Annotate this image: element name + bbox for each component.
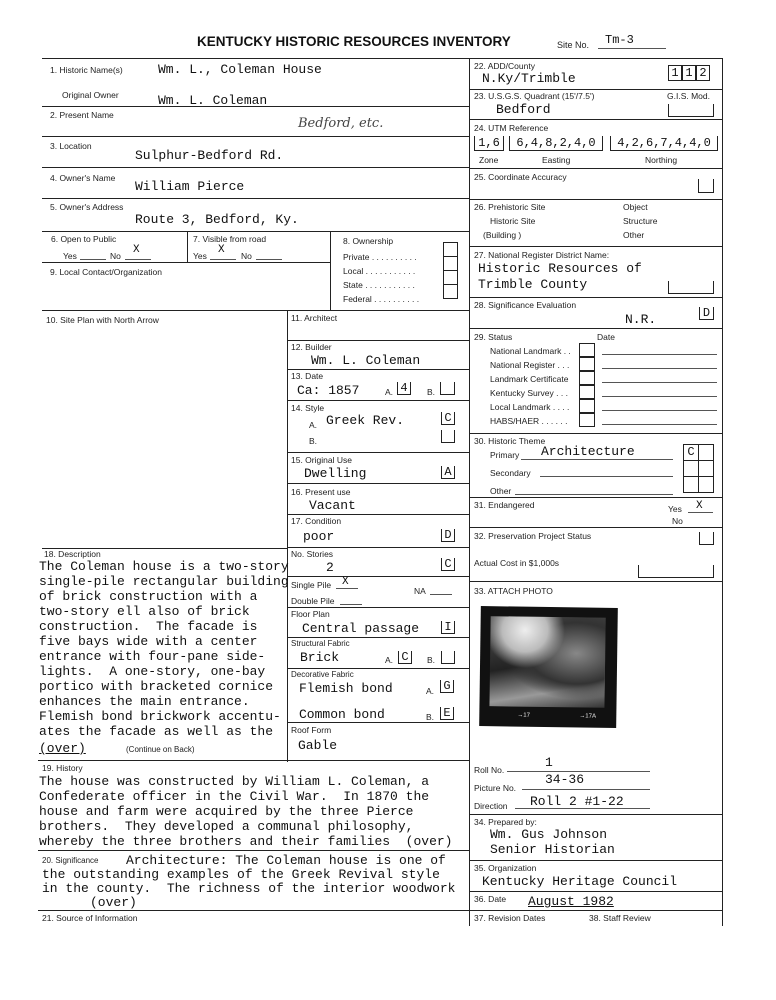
original-use-code: A [441,466,455,479]
utm-easting: 6,4,8,2,4,0 [509,136,603,151]
stories-label: No. Stories [291,549,334,559]
double-pile-label: Double Pile [291,596,335,606]
floor-plan-value: Central passage [302,621,420,636]
significance-label: 20. Significance [42,856,99,865]
preservation-status-label: 32. Preservation Project Status [474,531,592,541]
nr-district-code [668,281,714,294]
ownership-checkbox-private[interactable] [443,242,458,257]
status-item-label: National Landmark . . [490,346,571,356]
open-to-public-label: 6. Open to Public [51,234,117,244]
decorative-a-value: Flemish bond [299,681,393,696]
picture-no-value: 34-36 [545,772,585,787]
decorative-b-code: E [440,707,454,720]
style-value: Greek Rev. [326,413,405,428]
structural-a-code: C [398,651,412,664]
original-owner-label: Original Owner [62,90,119,100]
theme-code-1: C [683,444,699,461]
status-item-label: Landmark Certificate [490,374,569,384]
staff-review-label: 38. Staff Review [589,913,651,923]
usgs-quadrant-value: Bedford [496,102,551,117]
style-a-label: A. [309,420,318,430]
style-label: 14. Style [291,403,325,413]
endangered-yes-label: Yes [668,504,682,514]
builder-value: Wm. L. Coleman [311,353,421,368]
zone-label: Zone [479,155,499,165]
status-date-line [602,410,717,411]
other-theme-label: Other [490,486,512,496]
organization-value: Kentucky Heritage Council [482,874,678,889]
structural-fabric-value: Brick [300,650,340,665]
county-code-1: 1 [668,65,682,81]
location-value: Sulphur-Bedford Rd. [135,148,284,163]
prepared-by-name: Wm. Gus Johnson [490,827,608,842]
direction-value: Roll 2 #1-22 [530,794,624,809]
historic-name-label: 1. Historic Name(s) [50,65,123,75]
single-pile-label: Single Pile [291,580,332,590]
theme-code-4 [698,460,714,477]
visible-yes-mark: X [218,244,225,256]
roll-no-value: 1 [545,755,553,770]
historic-site-label: Historic Site [490,216,536,226]
original-owner-value: Wm. L. Coleman [158,93,268,108]
status-label: 29. Status [474,332,513,342]
nr-district-line1: Historic Resources of [478,261,642,276]
status-date-line [602,354,717,355]
coordinate-accuracy-label: 25. Coordinate Accuracy [474,172,567,182]
significance-first-line: Architecture: The Coleman house is one of [126,853,446,868]
status-date-line [602,396,717,397]
nr-district-label: 27. National Register District Name: [474,250,610,260]
source-label: 21. Source of Information [42,913,138,923]
roof-form-value: Gable [298,738,338,753]
present-name-label: 2. Present Name [50,110,114,120]
date-value: Ca: 1857 [297,383,360,398]
style-code: C [441,412,455,425]
significance-evaluation-value: N.R. [625,312,657,327]
theme-code-5 [683,476,699,493]
utm-northing: 4,2,6,7,4,4,0 [610,136,718,151]
location-label: 3. Location [50,141,92,151]
floor-plan-code: I [441,621,455,634]
ownership-local: Local . . . . . . . . . . . [343,266,416,276]
nr-district-line2: Trimble County [478,277,588,292]
actual-cost-label: Actual Cost in $1,000s [474,558,560,568]
gis-mod-code [668,104,714,117]
status-item-label: Kentucky Survey . . . [490,388,568,398]
ownership-state: State . . . . . . . . . . . [343,280,415,290]
na-label: NA [414,586,426,596]
ownership-label: 8. Ownership [343,236,394,246]
attached-photo [479,606,618,728]
revision-dates-label: 37. Revision Dates [474,913,546,923]
owner-name-label: 4. Owner's Name [50,173,116,183]
prehistoric-site-label: 26. Prehistoric Site [474,202,546,212]
decorative-fabric-label: Decorative Fabric [291,670,354,679]
architect-label: 11. Architect [291,313,338,323]
endangered-no-label: No [672,516,683,526]
style-b-label: B. [309,436,318,446]
status-date-line [602,382,717,383]
roof-form-label: Roof Form [291,725,332,735]
structural-b-code [441,651,455,664]
stories-value: 2 [326,560,334,575]
endangered-label: 31. Endangered [474,500,535,510]
description-text: The Coleman house is a two-story single-pile rectangular building of brick construction with a two-story ell also of brick construction. The facade is five bays wide with a center entrance with four-pane side- lights. A one-story, one-bay portico with bracketed cornice enhances the main entrance. Flemish bond brickwork accentu- ates the facade as well as the [39,559,289,739]
utm-zone: 1,6 [474,136,504,151]
status-item-checkbox[interactable] [579,343,595,357]
endangered-yes-mark: X [696,500,703,512]
attach-photo-label: 33. ATTACH PHOTO [474,586,553,596]
decorative-b-value: Common bond [299,707,385,722]
building-label: (Building ) [483,230,522,240]
site-no-label: Site No. [557,40,590,50]
owner-name-value: William Pierce [135,179,245,194]
historic-theme-label: 30. Historic Theme [474,436,546,446]
visible-from-road-label: 7. Visible from road [193,234,267,244]
coordinate-accuracy-code [698,179,714,193]
status-date-line [602,368,717,369]
site-plan-label: 10. Site Plan with North Arrow [46,315,159,325]
history-text: The house was constructed by William L. Coleman, a Confederate officer in the Civil War. In 1870 the house and farm were acquired by the three Pierce brothers. They developed a communal philosophy, whereby the three brothers and their families (over) [39,774,453,849]
condition-code: D [441,529,455,542]
historic-name-value: Wm. L., Coleman House [158,62,322,77]
stories-code: C [441,558,455,571]
primary-theme-value: Architecture [541,444,635,459]
form-title: KENTUCKY HISTORIC RESOURCES INVENTORY [197,34,511,49]
prepared-by-label: 34. Prepared by: [474,817,537,827]
theme-code-6 [698,476,714,493]
local-contact-label: 9. Local Contact/Organization [50,267,162,277]
structural-b-label: B. [427,655,436,665]
secondary-theme-label: Secondary [490,468,531,478]
date-prepared-label: 36. Date [474,894,507,904]
gis-mod-label: G.I.S. Mod. [667,91,710,101]
status-date-label: Date [597,332,615,342]
usgs-quadrant-label: 23. U.S.G.S. Quadrant (15'/7.5') [474,91,595,101]
status-item-label: Local Landmark . . . . [490,402,570,412]
date-a-code: 4 [397,382,411,395]
date-b-code [440,382,455,395]
northing-label: Northing [645,155,678,165]
add-county-value: N.Ky/Trimble [482,71,576,86]
object-label: Object [623,202,648,212]
prepared-by-title: Senior Historian [490,842,615,857]
significance-over: (over) [90,895,137,910]
roll-no-label: Roll No. [474,765,505,775]
floor-plan-label: Floor Plan [291,609,330,619]
condition-value: poor [303,529,335,544]
significance-evaluation-code: D [699,307,714,320]
status-item-checkbox[interactable] [579,385,595,399]
open-yes-label: Yes [63,251,77,261]
description-over: (over) [39,741,86,756]
easting-label: Easting [542,155,571,165]
structural-a-label: A. [385,655,394,665]
status-item-checkbox[interactable] [579,413,595,427]
utm-reference-label: 24. UTM Reference [474,123,549,133]
structure-label: Structure [623,216,658,226]
owner-address-value: Route 3, Bedford, Ky. [135,212,299,227]
date-label: 13. Date [291,371,324,381]
actual-cost-code [638,565,714,578]
photo-caption-2: →17A [579,713,597,720]
status-item-label: National Register . . . [490,360,570,370]
significance-text: the outstanding examples of the Greek Revival style in the county. The richness of the interior woodwork [42,867,456,896]
decorative-b-label: B. [426,712,435,722]
continue-on-back: (Continue on Back) [126,745,195,754]
primary-theme-label: Primary [490,450,520,460]
owner-address-label: 5. Owner's Address [50,202,124,212]
theme-code-2 [698,444,714,461]
single-pile-mark: X [342,576,349,588]
ownership-checkbox-federal[interactable] [443,284,458,299]
preservation-status-code [699,532,714,545]
original-use-label: 15. Original Use [291,455,352,465]
ownership-private: Private . . . . . . . . . . [343,252,417,262]
original-use-value: Dwelling [304,466,367,481]
present-use-value: Vacant [309,498,356,513]
direction-label: Direction [474,801,508,811]
style-b-code [441,430,455,443]
organization-label: 35. Organization [474,863,537,873]
condition-label: 17. Condition [291,516,342,526]
history-label: 19. History [42,763,83,773]
date-prepared-value: August 1982 [528,894,614,909]
status-date-line [602,424,717,425]
ownership-federal: Federal . . . . . . . . . . [343,294,420,304]
status-item-checkbox[interactable] [579,371,595,385]
ownership-checkbox-state[interactable] [443,270,458,285]
decorative-a-label: A. [426,686,435,696]
picture-no-label: Picture No. [474,783,517,793]
add-county-label: 22. ADD/County [474,61,535,71]
theme-code-3 [683,460,699,477]
builder-label: 12. Builder [291,342,332,352]
site-no-value: Tm-3 [605,33,634,47]
county-code-2: 1 [682,65,696,81]
status-item-label: HABS/HAER . . . . . . [490,416,568,426]
decorative-a-code: G [440,680,454,693]
open-no-mark: X [133,244,140,256]
status-item-checkbox[interactable] [579,399,595,413]
date-b-label: B. [427,387,436,397]
status-item-checkbox[interactable] [579,357,595,371]
other-label: Other [623,230,645,240]
visible-no-label: No [241,251,252,261]
open-no-label: No [110,251,121,261]
county-code-3: 2 [696,65,710,81]
present-name-handwritten: Bedford, etc. [298,116,384,131]
date-a-label: A. [385,387,394,397]
present-use-label: 16. Present use [291,487,351,497]
photo-caption-1: →17 [517,712,531,719]
visible-yes-label: Yes [193,251,207,261]
significance-evaluation-label: 28. Significance Evaluation [474,300,577,310]
ownership-checkbox-local[interactable] [443,256,458,271]
structural-fabric-label: Structural Fabric [291,639,350,648]
description-label: 18. Description [44,549,101,559]
